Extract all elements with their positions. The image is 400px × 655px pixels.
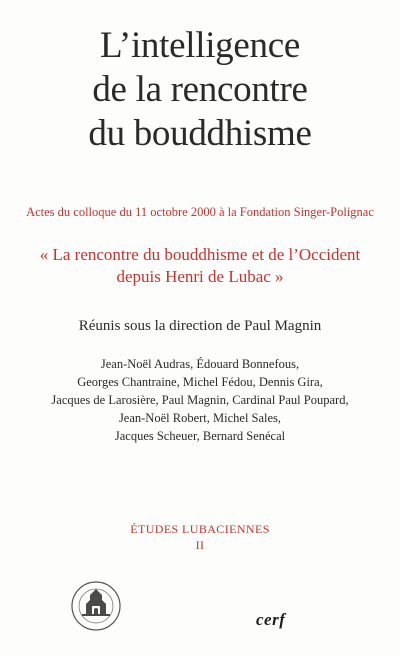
authors-line: Jacques de Larosière, Paul Magnin, Cardinal Paul Poupard, (51, 393, 349, 407)
authors-line: Georges Chantraine, Michel Fédou, Dennis Gira, (77, 375, 323, 389)
theme-line: « La rencontre du bouddhisme et de l’Occident (39, 245, 361, 264)
title-line: du bouddhisme (88, 113, 312, 154)
editor-credit: Réunis sous la direction de Paul Magnin (78, 318, 322, 334)
authors-line: Jean-Noël Robert, Michel Sales, (118, 411, 282, 425)
series-number: II (195, 538, 205, 552)
authors-line: Jacques Scheuer, Bernard Senécal (114, 429, 286, 443)
series-name: ÉTUDES LUBACIENNES (130, 522, 270, 536)
title-line: L’intelligence (100, 25, 300, 66)
book-title (0, 24, 400, 156)
association-seal-icon (70, 580, 122, 632)
authors-line: Jean-Noël Audras, Édouard Bonnefous, (100, 357, 300, 371)
authors-list (0, 355, 400, 445)
publisher-logo: cerf (256, 610, 286, 629)
colloquium-subtitle: Actes du colloque du 11 octobre 2000 à la Fondation Singer-Polignac (26, 205, 374, 219)
title-line: de la rencontre (92, 69, 308, 110)
theme-line: depuis Henri de Lubac » (116, 267, 284, 286)
series-label (0, 521, 400, 553)
colloquium-theme (0, 244, 400, 288)
